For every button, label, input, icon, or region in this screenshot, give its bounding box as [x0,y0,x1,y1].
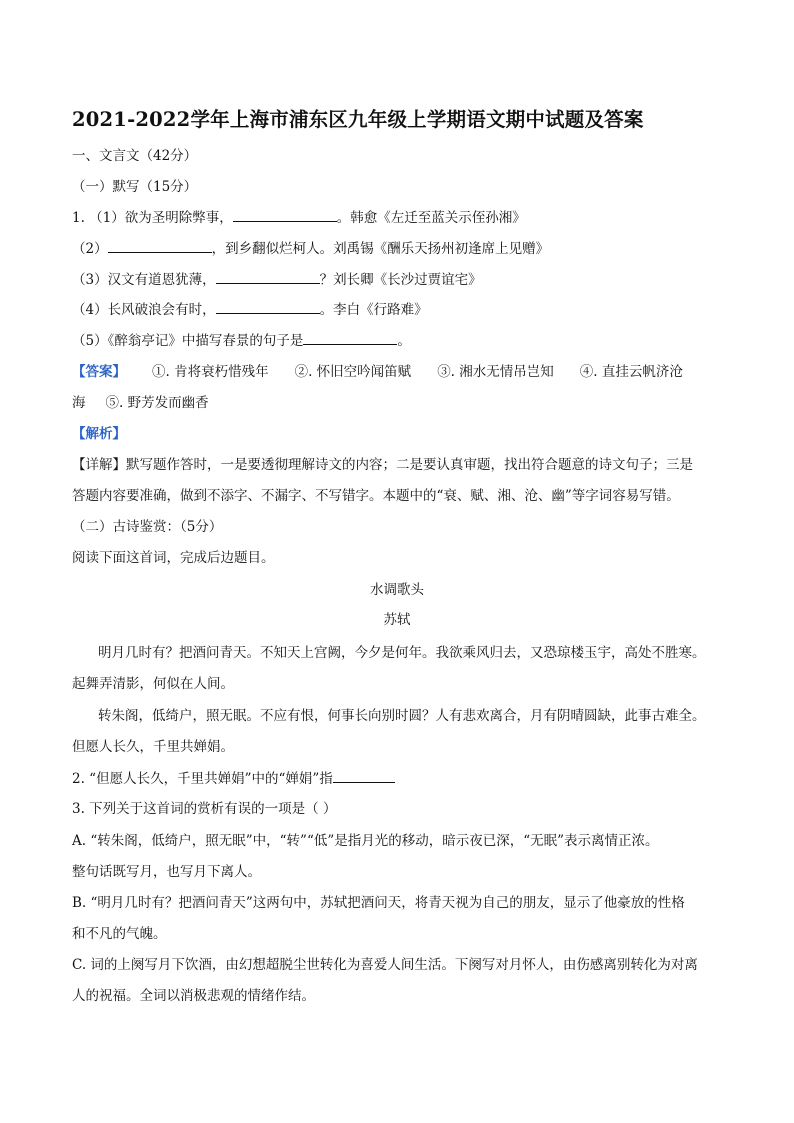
question-1-2 [72,238,732,259]
option-c-cont: 人的祝福。全词以消极悲观的情绪作结。 [72,988,315,1004]
answer-item: ①. 肯将衰朽惜残年 [152,364,269,380]
option-c: C. 词的上阕写月下饮酒，由幻想超脱尘世转化为喜爱人间生活。下阕写对月怀人，由伤感离别转化为对离 [72,957,698,973]
question-text: 。 [397,333,411,349]
answer-item: ③. 湘水无情吊岂知 [437,364,554,380]
poem-text: 转朱阁，低绮户，照无眠。不应有恨，何事长向别时圆？人有悲欢离合，月有阴晴圆缺，此事古难全。 [98,708,706,724]
answer-item: ②. 怀旧空吟闻笛赋 [294,364,412,380]
detail-text: 【详解】默写题作答时，一是要透彻理解诗文的内容；二是要认真审题，找出符合题意的诗文句子；三是 [72,457,693,473]
subsection-heading: （二）古诗鉴赏：（5分） [72,519,223,535]
question-1-1 [72,207,732,228]
document-title: 2021-2022学年上海市浦东区九年级上学期语文期中试题及答案 [72,108,644,131]
question-text: （4）长风破浪会有时， [72,302,216,318]
answer-blank [303,330,397,345]
option-b-cont: 和不凡的气魄。 [72,926,167,942]
option-b: B. “明月几时有？把酒问青天”这两句中，苏轼把酒问天，将青天视为自己的朋友，显示了他豪放的性格 [72,895,685,911]
option-a: A. “转朱阁，低绮户，照无眠”中，“转”“低”是指月光的移动，暗示夜已深，“无眠”表示离情正浓。 [72,833,659,849]
question-text: （5）《醉翁亭记》中描写春景的句子是 [72,333,304,349]
question-1-4 [72,299,732,320]
answer-item: ⑤. 野芳发而幽香 [105,395,209,411]
question-1-3 [72,269,732,290]
poem-title: 水调歌头 [370,582,424,598]
poem-author: 苏轼 [383,612,411,628]
question-text: 。李白《行路难》 [319,302,428,318]
subsection-heading: （一）默写（15分） [72,179,198,195]
question-text: 1. （1）欲为圣明除弊事， [72,210,233,226]
question-text: ，到乡翻似烂柯人。刘禹锡《酬乐天扬州初逢席上见赠》 [211,241,550,257]
poem-text: 但愿人长久，千里共婵娟。 [72,739,234,755]
poem-text: 明月几时有？把酒问青天。不知天上宫阙，今夕是何年。我欲乘风归去，又恐琼楼玉宇，高处不胜寒。 [98,645,706,661]
answer-item: 海 [72,395,86,411]
question-3: 3. 下列关于这首词的赏析有误的一项是（ ） [72,801,337,817]
detail-text: 答题内容要准确，做到不添字、不漏字、不写错字。本题中的“衰、赋、湘、沧、幽”等字词容易写错。 [72,488,680,504]
answer-line [72,362,732,382]
answer-item: ④. 直挂云帆济沧 [579,364,683,380]
answer-tag: 【答案】 [72,364,126,380]
answer-line-cont [72,393,732,413]
answer-blank [108,238,212,253]
answer-blank [233,207,337,222]
answer-blank [216,299,320,314]
question-text: ？刘长卿《长沙过贾谊宅》 [319,272,482,288]
answer-blank [216,269,320,284]
instruction-text: 阅读下面这首词，完成后边题目。 [72,550,275,566]
question-text: （3）汉文有道恩犹薄， [72,272,216,288]
question-2 [72,768,732,789]
poem-text: 起舞弄清影，何似在人间。 [72,676,234,692]
answer-blank [333,768,395,783]
question-1-5 [72,330,732,351]
option-a-cont: 整句话既写月，也写月下离人。 [72,864,261,880]
question-text: 。韩愈《左迁至蓝关示侄孙湘》 [336,210,526,226]
question-text: 2. “但愿人长久，千里共婵娟”中的“婵娟”指 [72,771,333,787]
section-heading: 一、文言文（42分） [72,148,198,164]
analysis-tag: 【解析】 [72,426,126,442]
question-text: （2） [72,241,108,257]
